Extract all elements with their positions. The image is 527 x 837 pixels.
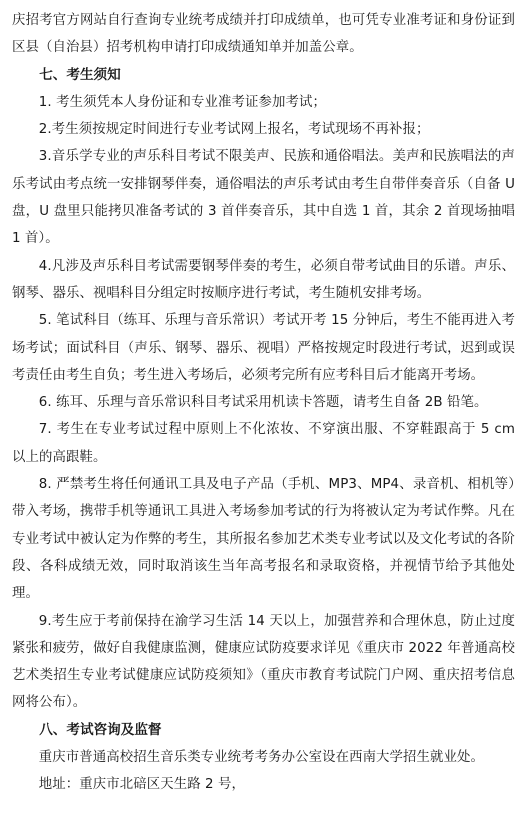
section-7-item-6: 6. 练耳、乐理与音乐常识科目考试采用机读卡答题，请考生自备 2B 铅笔。: [38, 395, 488, 411]
section-8-item-1: 重庆市普通高校招生音乐类专业统考考务办公室设在西南大学招生就业处。: [38, 750, 484, 766]
section-7-item-9: 9.考生应于考前保持在渝学习生活 14 天以上，加强营养和合理休息，防止过度紧张和疲劳，做好自我健康监测，健康应试防疫要求详见《重庆市 2022 年普通高校艺术类招生专业考试健康应试防疫须知》（重庆市教育考试院门户网、重庆招考信息网将公布）。: [12, 613, 515, 711]
section-7-item-5: 5. 笔试科目（练耳、乐理与音乐常识）考试开考 15 分钟后，考生不能再进入考场考试；面试科目（声乐、钢琴、器乐、视唱）严格按规定时段进行考试，迟到或误考责任由考生自负；考生进入考场后，必须考完所有应考科目后才能离开考场。: [12, 313, 515, 383]
section-7-item-1: 1. 考生须凭本人身份证和专业准考证参加考试；: [38, 94, 326, 110]
section-8-heading: 八、考试咨询及监督: [39, 721, 162, 738]
section-7-item-4: 4.凡涉及声乐科目考试需要钢琴伴奏的考生，必须自带考试曲目的乐谱。声乐、钢琴、器乐、视唱科目分组定时按顺序进行考试，考生随机安排考场。: [12, 258, 515, 301]
intro-paragraph-tail: 庆招考官方网站自行查询专业统考成绩并打印成绩单，也可凭专业准考证和身份证到区县（自治县）招考机构申请打印成绩通知单并加盖公章。: [12, 13, 515, 56]
section-7-item-8: 8. 严禁考生将任何通讯工具及电子产品（手机、MP3、MP4、录音机、相机等）带入考场，携带手机等通讯工具进入考场参加考试的行为将被认定为考试作弊。凡在专业考试中被认定为作弊的考生，其所报名参加艺术类专业考试以及文化考试的各阶段、各科成绩无效，同时取消该生当年高考报名和录取资格，并视情节给予其他处理。: [12, 477, 515, 602]
section-8-item-2: 地址：重庆市北碚区天生路 2 号，: [38, 777, 245, 793]
section-7-heading: 七、考生须知: [39, 66, 121, 83]
section-7-item-7: 7. 考生在专业考试过程中原则上不化浓妆、不穿演出服、不穿鞋跟高于 5 cm 以上的高跟鞋。: [12, 422, 515, 465]
section-7-item-2: 2.考生须按规定时间进行专业考试网上报名，考试现场不再补报；: [38, 122, 430, 138]
section-7-item-3: 3.音乐学专业的声乐科目考试不限美声、民族和通俗唱法。美声和民族唱法的声乐考试由考点统一安排钢琴伴奏，通俗唱法的声乐考试由考生自带伴奏音乐（自备 U 盘，U 盘里只能拷贝准备考试的 3 首伴奏音乐，其中自选 1 首，其余 2 首现场抽唱 1 首）。: [12, 149, 515, 247]
